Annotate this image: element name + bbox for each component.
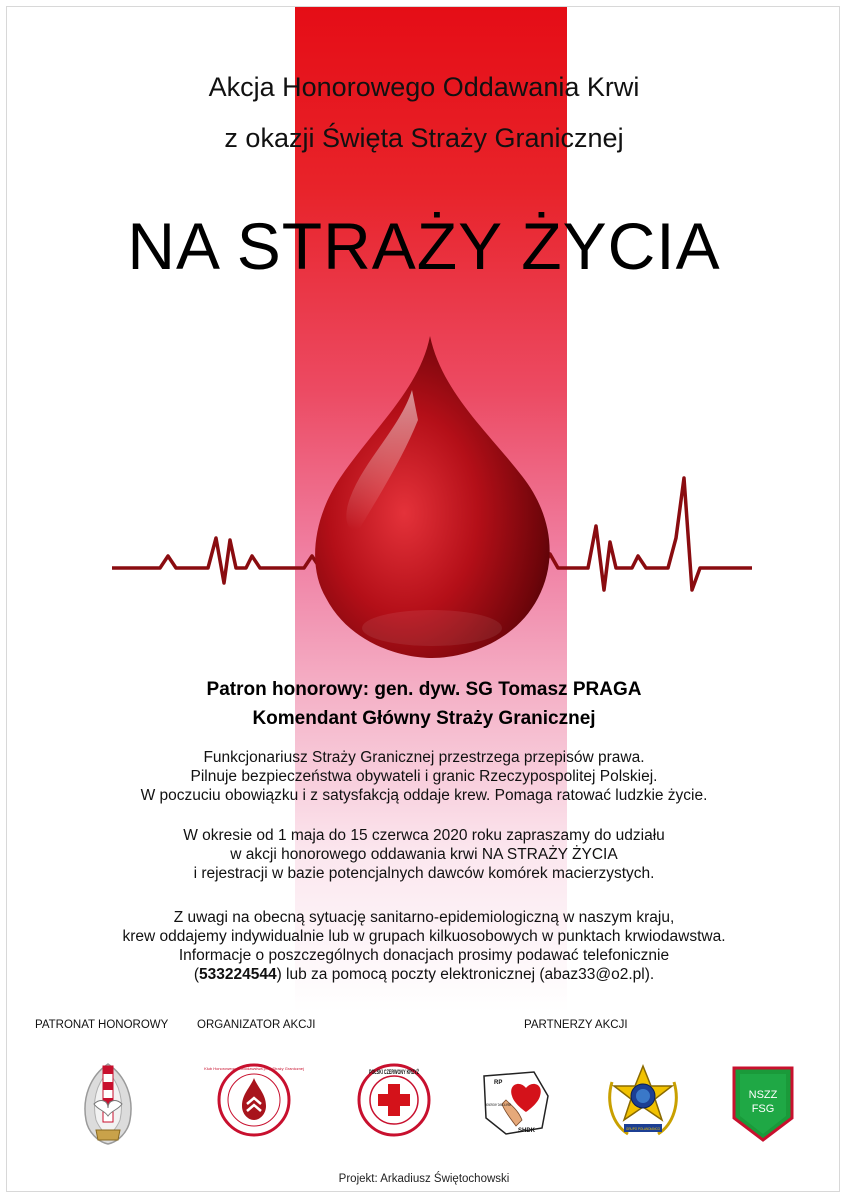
event-subtitle-line1: Akcja Honorowego Oddawania Krwi: [208, 72, 640, 102]
text-line: Informacje o poszczególnych donacjach prosimy podawać telefonicznie: [178, 947, 670, 964]
phone-number[interactable]: 533224544: [198, 966, 277, 983]
text-line: Pilnuje bezpieczeństwa obywateli i granic Rzeczypospolitej Polskiej.: [190, 768, 658, 785]
text-line: W okresie od 1 maja do 15 czerwca 2020 roku zapraszamy do udziału: [183, 827, 665, 844]
patron-title: Komendant Główny Straży Granicznej: [252, 708, 596, 729]
logo4-shdk: SHDK: [518, 1128, 536, 1134]
email-text[interactable]: ) lub za pomocą poczty elektronicznej (abaz33@o2.pl).: [276, 966, 655, 983]
blood-donor-club-icon: [204, 1062, 304, 1138]
logo4-mid: HONOROWY DAWCA KRWI: [485, 1103, 512, 1107]
paren-open: (: [193, 966, 199, 983]
text-line: Z uwagi na obecną sytuację sanitarno-epidemiologiczną w naszym kraju,: [173, 909, 675, 926]
text-line: Funkcjonariusz Straży Granicznej przestrzega przepisów prawa.: [203, 749, 645, 766]
text-line: W poczuciu obowiązku i z satysfakcją oddaje krew. Pomaga ratować ludzkie życie.: [140, 787, 708, 804]
text-line: w akcji honorowego oddawania krwi NA STRAŻY ŻYCIA: [230, 846, 618, 863]
paragraph-contact: [0, 908, 848, 984]
heartbeat-line-right: [522, 478, 752, 590]
text-line-contact: [0, 965, 848, 984]
honorary-donor-icon: [476, 1066, 556, 1140]
section-label-organizator: ORGANIZATOR AKCJI: [197, 1019, 316, 1031]
text-line: i rejestracji w bazie potencjalnych dawców komórek macierzystych.: [193, 865, 655, 882]
logo2-ring-text: Klub Honorowego Krwiodawstwa przy Straży Granicznej: [204, 1066, 304, 1071]
logo5-text: GRUPO POLANDIANCO: [626, 1126, 660, 1131]
section-label-patronat: PATRONAT HONOROWY: [35, 1019, 169, 1031]
patron-name: Patron honorowy: gen. dyw. SG Tomasz PRAGA: [206, 679, 642, 700]
paragraph-duty: [0, 748, 848, 805]
text-line: krew oddajemy indywidualnie lub w grupach kilkuosobowych w punktach krwiodawstwa.: [122, 928, 726, 945]
logo4-rp: RP: [494, 1080, 503, 1086]
union-badge-icon: [730, 1064, 796, 1144]
poster-headline: NA STRAŻY ŻYCIA: [127, 209, 721, 283]
logo3-ring-text: POLSKI CZERWONY KRZYŻ: [369, 1070, 450, 1076]
event-subtitle-line2: z okazji Święta Straży Granicznej: [224, 123, 624, 153]
blood-drop-icon: [315, 336, 550, 658]
red-cross-icon: [356, 1062, 450, 1138]
heartbeat-drop-graphic: [112, 328, 752, 688]
design-credit: Projekt: Arkadiusz Świętochowski: [338, 1173, 510, 1185]
logo6-text2: FSG: [751, 1103, 775, 1115]
section-label-partnerzy: PARTNERZY AKCJI: [524, 1019, 628, 1031]
police-badge-icon: [602, 1062, 684, 1142]
paragraph-invitation: [0, 826, 848, 883]
logo6-text1: NSZZ: [748, 1089, 778, 1101]
eagle-emblem-icon: [72, 1058, 144, 1148]
heartbeat-line-left: [112, 538, 332, 583]
